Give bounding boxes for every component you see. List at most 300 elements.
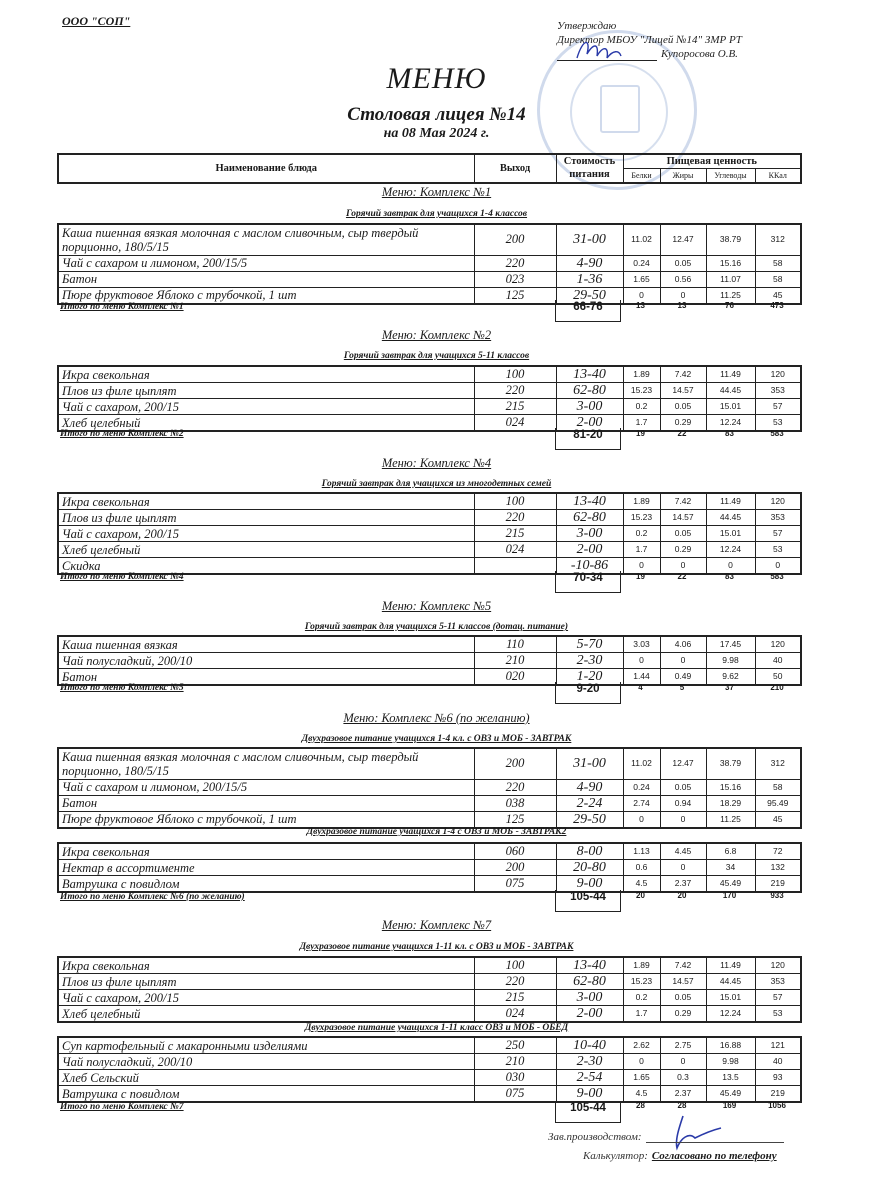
dish-name: Икра свекольная (58, 957, 474, 974)
dish-name: Икра свекольная (58, 843, 474, 860)
dish-cost: 3-00 (556, 526, 623, 542)
dish-kcal: 40 (755, 1054, 801, 1070)
organization-name: ООО "СОП" (62, 14, 131, 28)
dish-cost: 13-40 (556, 493, 623, 510)
complex-6-title: Меню: Комплекс №6 (по желанию) (343, 711, 530, 725)
dish-fat: 14.57 (660, 974, 706, 990)
dish-cost: 13-40 (556, 366, 623, 383)
complex-2-total-carbs: 83 (725, 429, 734, 438)
table-row (58, 876, 801, 893)
dish-protein: 0.2 (623, 990, 660, 1006)
dish-name: Плов из филе цыплят (58, 383, 474, 399)
dish-protein: 0 (623, 287, 660, 304)
column-carbs: Углеводы (706, 169, 755, 184)
complex-5-total-kcal: 210 (770, 683, 784, 692)
dish-fat: 0.05 (660, 990, 706, 1006)
dish-name: Икра свекольная (58, 366, 474, 383)
dish-name: Плов из филе цыплят (58, 974, 474, 990)
dish-kcal: 95.49 (755, 795, 801, 811)
dish-fat: 12.47 (660, 224, 706, 255)
dish-output: 215 (474, 990, 556, 1006)
dish-name: Хлеб Сельский (58, 1070, 474, 1086)
complex-2-subtitle: Горячий завтрак для учащихся 5-11 классов (343, 351, 530, 361)
dish-fat: 0.05 (660, 399, 706, 415)
complex-6-total-kcal: 933 (770, 891, 784, 900)
dish-cost: 13-40 (556, 957, 623, 974)
dish-kcal: 53 (755, 415, 801, 432)
dish-output: 200 (474, 748, 556, 779)
dish-kcal: 50 (755, 669, 801, 686)
complex-6-total-carbs: 170 (722, 891, 737, 900)
complex-4-total-kcal: 583 (770, 572, 784, 581)
dish-protein: 0.24 (623, 779, 660, 795)
complex-5-table (57, 635, 802, 686)
dish-fat: 0.29 (660, 415, 706, 432)
dish-protein: 0.6 (623, 860, 660, 876)
dish-fat: 0 (660, 287, 706, 304)
dish-carbs: 18.29 (706, 795, 755, 811)
column-header-table (57, 153, 802, 184)
complex-2-total-kcal: 583 (770, 429, 784, 438)
dish-fat: 0.29 (660, 1006, 706, 1023)
dish-cost: 2-54 (556, 1070, 623, 1086)
dish-carbs: 12.24 (706, 1006, 755, 1023)
dish-fat: 0.56 (660, 271, 706, 287)
dish-kcal: 58 (755, 255, 801, 271)
complex-1-total-label: Итого по меню Комплекс №1 (60, 302, 184, 312)
dish-kcal: 353 (755, 974, 801, 990)
table-row (58, 271, 801, 287)
table-row (58, 224, 801, 255)
table-row (58, 1006, 801, 1023)
table-row (58, 255, 801, 271)
complex-5-total-label: Итого по меню Комплекс №5 (60, 683, 184, 693)
dish-cost: 4-90 (556, 779, 623, 795)
dish-output: 110 (474, 636, 556, 653)
production-head-label: Зав.производством: (548, 1131, 642, 1143)
dish-carbs: 15.16 (706, 255, 755, 271)
dish-kcal: 53 (755, 542, 801, 558)
complex-7-total-label: Итого по меню Комплекс №7 (60, 1102, 184, 1112)
complex-2-total-label: Итого по меню Комплекс №2 (60, 429, 184, 439)
dish-output: 215 (474, 526, 556, 542)
complex-5-total-protein: 4 (638, 683, 643, 692)
dish-fat: 2.75 (660, 1037, 706, 1054)
complex-4-table (57, 492, 802, 575)
table-row (58, 990, 801, 1006)
complex-1-total-protein: 13 (636, 301, 645, 310)
dish-kcal: 120 (755, 957, 801, 974)
dish-protein: 11.02 (623, 224, 660, 255)
column-nutrition: Пищевая ценность (623, 154, 801, 169)
dish-cost: 2-30 (556, 1054, 623, 1070)
dish-kcal: 219 (755, 1086, 801, 1103)
complex-6-total-protein: 20 (636, 891, 645, 900)
production-head-row (548, 1131, 784, 1143)
dish-carbs: 11.07 (706, 271, 755, 287)
dish-cost: 3-00 (556, 990, 623, 1006)
table-row (58, 526, 801, 542)
dish-cost: 2-00 (556, 542, 623, 558)
dish-protein: 1.44 (623, 669, 660, 686)
column-fat: Жиры (660, 169, 706, 184)
dish-output: 215 (474, 399, 556, 415)
complex-2-total-fat: 22 (677, 429, 687, 438)
dish-kcal: 132 (755, 860, 801, 876)
complex-7-subtitle-2: Двухразовое питание учащихся 1-11 класс ОВЗ и МОБ - ОБЕД (304, 1023, 569, 1033)
calculator-label: Калькулятор: (583, 1150, 648, 1162)
dish-cost: 31-00 (556, 224, 623, 255)
dish-protein: 1.89 (623, 957, 660, 974)
dish-protein: 1.13 (623, 843, 660, 860)
dish-name: Плов из филе цыплят (58, 510, 474, 526)
dish-kcal: 57 (755, 399, 801, 415)
dish-fat: 14.57 (660, 383, 706, 399)
dish-protein: 2.74 (623, 795, 660, 811)
dish-output: 024 (474, 415, 556, 432)
dish-kcal: 53 (755, 1006, 801, 1023)
table-row (58, 1070, 801, 1086)
dish-output: 100 (474, 957, 556, 974)
table-row (58, 811, 801, 828)
dish-name: Чай с сахаром, 200/15 (58, 990, 474, 1006)
dish-kcal: 121 (755, 1037, 801, 1054)
dish-protein: 1.7 (623, 542, 660, 558)
dish-output: 024 (474, 1006, 556, 1023)
complex-6-table-1 (57, 747, 802, 829)
table-row (58, 974, 801, 990)
dish-cost: 2-30 (556, 653, 623, 669)
dish-cost: 1-20 (556, 669, 623, 686)
dish-carbs: 13.5 (706, 1070, 755, 1086)
dish-name: Батон (58, 271, 474, 287)
dish-output: 220 (474, 779, 556, 795)
dish-fat: 2.37 (660, 1086, 706, 1103)
complex-2-total-cost: 81-20 (555, 428, 621, 450)
complex-2-title: Меню: Комплекс №2 (381, 328, 492, 342)
dish-fat: 0 (660, 1054, 706, 1070)
dish-kcal: 58 (755, 271, 801, 287)
dish-protein: 0.24 (623, 255, 660, 271)
dish-protein: 1.89 (623, 493, 660, 510)
dish-carbs: 44.45 (706, 510, 755, 526)
column-kcal: ККал (755, 169, 801, 184)
menu-date: на 08 Мая 2024 г. (383, 126, 490, 141)
dish-cost: 3-00 (556, 399, 623, 415)
dish-fat: 2.37 (660, 876, 706, 893)
complex-1-table (57, 223, 802, 305)
complex-4-subtitle: Горячий завтрак для учащихся из многодетных семей (321, 479, 552, 489)
approval-signer: Купоросова О.В. (661, 48, 738, 60)
dish-cost: 20-80 (556, 860, 623, 876)
dish-fat: 7.42 (660, 366, 706, 383)
dish-cost: 5-70 (556, 636, 623, 653)
dish-fat: 0 (660, 860, 706, 876)
dish-name: Ватрушка с повидлом (58, 1086, 474, 1103)
dish-output: 210 (474, 1054, 556, 1070)
table-row (58, 1086, 801, 1103)
table-row (58, 383, 801, 399)
complex-7-total-kcal: 1056 (768, 1101, 786, 1110)
dish-carbs: 12.24 (706, 542, 755, 558)
complex-7-total-carbs: 169 (722, 1101, 737, 1110)
dish-fat: 0.94 (660, 795, 706, 811)
table-row (58, 957, 801, 974)
complex-6-total-label: Итого по меню Комплекс №6 (по желанию) (60, 892, 245, 902)
dish-cost: 62-80 (556, 383, 623, 399)
dish-carbs: 11.49 (706, 366, 755, 383)
dish-protein: 4.5 (623, 876, 660, 893)
column-output: Выход (474, 154, 556, 183)
dish-name: Суп картофельный с макаронными изделиями (58, 1037, 474, 1054)
table-row (58, 779, 801, 795)
dish-carbs: 12.24 (706, 415, 755, 432)
table-row (58, 542, 801, 558)
dish-kcal: 219 (755, 876, 801, 893)
complex-7-title: Меню: Комплекс №7 (381, 918, 492, 932)
dish-carbs: 17.45 (706, 636, 755, 653)
dish-fat: 14.57 (660, 510, 706, 526)
director-signature-icon (573, 36, 625, 64)
dish-fat: 7.42 (660, 493, 706, 510)
table-row (58, 1037, 801, 1054)
dish-carbs: 15.16 (706, 779, 755, 795)
complex-7-total-protein: 28 (636, 1101, 645, 1110)
dish-name: Хлеб целебный (58, 415, 474, 432)
dish-name: Чай с сахаром, 200/15 (58, 526, 474, 542)
dish-carbs: 15.01 (706, 526, 755, 542)
complex-1-total-carbs: 76 (725, 301, 734, 310)
dish-name: Чай с сахаром и лимоном, 200/15/5 (58, 255, 474, 271)
table-row (58, 366, 801, 383)
dish-kcal: 120 (755, 366, 801, 383)
dish-output: 060 (474, 843, 556, 860)
dish-protein: 2.62 (623, 1037, 660, 1054)
table-row (58, 399, 801, 415)
dish-output: 030 (474, 1070, 556, 1086)
column-name: Наименование блюда (58, 154, 474, 183)
dish-kcal: 353 (755, 383, 801, 399)
complex-4-total-fat: 22 (677, 572, 687, 581)
complex-7-total-fat: 28 (677, 1101, 687, 1110)
table-row (58, 843, 801, 860)
dish-name: Пюре фруктовое Яблоко с трубочкой, 1 шт (58, 811, 474, 828)
dish-cost: 10-40 (556, 1037, 623, 1054)
dish-output: 100 (474, 493, 556, 510)
dish-protein: 11.02 (623, 748, 660, 779)
approval-line-1: Утверждаю (557, 20, 617, 32)
dish-fat: 0.05 (660, 255, 706, 271)
table-row (58, 795, 801, 811)
dish-cost: 2-00 (556, 1006, 623, 1023)
dish-fat: 0.05 (660, 526, 706, 542)
dish-protein: 0.2 (623, 399, 660, 415)
dish-kcal: 353 (755, 510, 801, 526)
dish-cost: 4-90 (556, 255, 623, 271)
dish-fat: 12.47 (660, 748, 706, 779)
dish-carbs: 44.45 (706, 974, 755, 990)
dish-kcal: 312 (755, 224, 801, 255)
dish-cost: 62-80 (556, 974, 623, 990)
dish-kcal: 312 (755, 748, 801, 779)
dish-name: Ватрушка с повидлом (58, 876, 474, 893)
complex-6-total-cost: 105-44 (555, 890, 621, 912)
dish-output: 250 (474, 1037, 556, 1054)
complex-6-table-2 (57, 842, 802, 893)
dish-name: Икра свекольная (58, 493, 474, 510)
dish-protein: 15.23 (623, 510, 660, 526)
complex-6-subtitle-2: Двухразовое питание учащихся 1-4 с ОВЗ и МОБ - ЗАВТРАК2 (306, 827, 567, 837)
dish-fat: 0.49 (660, 669, 706, 686)
dish-name: Каша пшенная вязкая молочная с маслом сливочным, сыр твердый порционно, 180/5/15 (58, 748, 474, 779)
dish-fat: 4.45 (660, 843, 706, 860)
dish-fat: 0 (660, 653, 706, 669)
dish-output: 220 (474, 510, 556, 526)
column-cost-line1: Стоимость (556, 154, 623, 169)
dish-name: Батон (58, 669, 474, 686)
complex-5-total-carbs: 37 (725, 683, 734, 692)
table-row (58, 636, 801, 653)
complex-4-title: Меню: Комплекс №4 (381, 456, 492, 470)
dish-carbs: 15.01 (706, 990, 755, 1006)
dish-kcal: 57 (755, 990, 801, 1006)
dish-output: 200 (474, 224, 556, 255)
page-title: МЕНЮ (386, 62, 487, 95)
dish-name: Чай полусладкий, 200/10 (58, 1054, 474, 1070)
dish-protein: 15.23 (623, 974, 660, 990)
dish-protein: 1.65 (623, 271, 660, 287)
complex-4-total-carbs: 83 (725, 572, 734, 581)
complex-6-total-fat: 20 (677, 891, 687, 900)
dish-name: Чай полусладкий, 200/10 (58, 653, 474, 669)
dish-kcal: 120 (755, 636, 801, 653)
dish-carbs: 11.25 (706, 287, 755, 304)
complex-7-table-2 (57, 1036, 802, 1103)
dish-cost: 29-50 (556, 811, 623, 828)
complex-5-title: Меню: Комплекс №5 (381, 599, 492, 613)
dish-carbs: 9.62 (706, 669, 755, 686)
complex-7-table-1 (57, 956, 802, 1023)
dish-carbs: 0 (706, 558, 755, 575)
table-row (58, 493, 801, 510)
dish-name: Скидка (58, 558, 474, 575)
dish-carbs: 9.98 (706, 1054, 755, 1070)
dish-fat: 0.29 (660, 542, 706, 558)
dish-name: Пюре фруктовое Яблоко с трубочкой, 1 шт (58, 287, 474, 304)
dish-kcal: 72 (755, 843, 801, 860)
dish-carbs: 38.79 (706, 748, 755, 779)
dish-output: 024 (474, 542, 556, 558)
dish-name: Каша пшенная вязкая молочная с маслом сливочным, сыр твердый порционно, 180/5/15 (58, 224, 474, 255)
dish-kcal: 45 (755, 287, 801, 304)
dish-cost: 1-36 (556, 271, 623, 287)
complex-5-total-fat: 5 (679, 683, 685, 692)
dish-name: Чай с сахаром, 200/15 (58, 399, 474, 415)
complex-5-total-cost: 9-20 (555, 682, 621, 704)
dish-fat: 0.05 (660, 779, 706, 795)
dish-cost: 9-00 (556, 1086, 623, 1103)
dish-cost: 9-00 (556, 876, 623, 893)
dish-output: 125 (474, 811, 556, 828)
dish-protein: 0.2 (623, 526, 660, 542)
dish-output: 220 (474, 383, 556, 399)
complex-5-subtitle: Горячий завтрак для учащихся 5-11 классов (дотац. питание) (304, 622, 569, 632)
complex-2-total-protein: 19 (636, 429, 645, 438)
dish-name: Чай с сахаром и лимоном, 200/15/5 (58, 779, 474, 795)
complex-2-table (57, 365, 802, 432)
dish-carbs: 38.79 (706, 224, 755, 255)
dish-protein: 1.89 (623, 366, 660, 383)
dish-protein: 4.5 (623, 1086, 660, 1103)
complex-4-total-protein: 19 (636, 572, 645, 581)
dish-output: 023 (474, 271, 556, 287)
dish-output: 075 (474, 1086, 556, 1103)
dish-carbs: 44.45 (706, 383, 755, 399)
complex-1-total-cost: 66-76 (555, 300, 621, 322)
dish-carbs: 6.8 (706, 843, 755, 860)
dish-protein: 0 (623, 558, 660, 575)
dish-protein: 15.23 (623, 383, 660, 399)
dish-cost: 62-80 (556, 510, 623, 526)
dish-name: Нектар в ассортименте (58, 860, 474, 876)
approval-line-2: Директор МБОУ "Лицей №14" ЗМР РТ (557, 34, 742, 46)
dish-fat: 7.42 (660, 957, 706, 974)
dish-carbs: 45.49 (706, 876, 755, 893)
dish-carbs: 16.88 (706, 1037, 755, 1054)
complex-4-total-label: Итого по меню Комплекс №4 (60, 572, 184, 582)
dish-carbs: 45.49 (706, 1086, 755, 1103)
dish-carbs: 9.98 (706, 653, 755, 669)
dish-fat: 4.06 (660, 636, 706, 653)
dish-cost: 8-00 (556, 843, 623, 860)
dish-fat: 0 (660, 558, 706, 575)
dish-carbs: 11.49 (706, 957, 755, 974)
dish-output: 020 (474, 669, 556, 686)
dish-output (474, 558, 556, 575)
complex-6-subtitle-1: Двухразовое питание учащихся 1-4 кл. с ОВЗ и МОБ - ЗАВТРАК (301, 734, 572, 744)
table-row (58, 748, 801, 779)
dish-protein: 0 (623, 811, 660, 828)
dish-output: 210 (474, 653, 556, 669)
dish-fat: 0.3 (660, 1070, 706, 1086)
complex-7-total-cost: 105-44 (555, 1101, 621, 1123)
table-row (58, 860, 801, 876)
dish-cost: 31-00 (556, 748, 623, 779)
dish-kcal: 40 (755, 653, 801, 669)
dish-output: 200 (474, 860, 556, 876)
table-row (58, 653, 801, 669)
table-row (58, 510, 801, 526)
dish-protein: 1.7 (623, 415, 660, 432)
page-subtitle: Столовая лицея №14 (347, 104, 526, 125)
dish-cost: 29-50 (556, 287, 623, 304)
dish-protein: 0 (623, 1054, 660, 1070)
production-head-signature-line (646, 1132, 784, 1143)
dish-cost: 2-00 (556, 415, 623, 432)
calculator-value: Согласовано по телефону (651, 1150, 777, 1162)
dish-output: 220 (474, 255, 556, 271)
complex-4-total-cost: 70-34 (555, 571, 621, 593)
dish-cost: -10-86 (556, 558, 623, 575)
calculator-row (583, 1150, 777, 1162)
dish-carbs: 34 (706, 860, 755, 876)
complex-1-total-kcal: 473 (770, 301, 784, 310)
dish-fat: 0 (660, 811, 706, 828)
dish-name: Хлеб целебный (58, 1006, 474, 1023)
dish-protein: 1.65 (623, 1070, 660, 1086)
dish-output: 075 (474, 876, 556, 893)
dish-kcal: 45 (755, 811, 801, 828)
